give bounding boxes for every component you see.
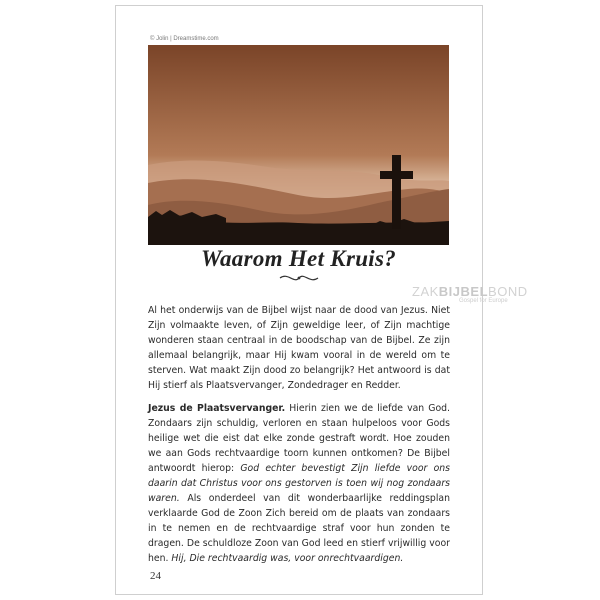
body-text	[148, 304, 450, 575]
zakbijbelbond-watermark	[412, 284, 528, 304]
sunset-cross-photo	[148, 45, 449, 245]
watermark-tagline: Gospel for Europe	[459, 298, 508, 304]
cross-horizontal	[380, 171, 413, 179]
bible-quote: God echter bevestigt Zijn liefde voor ons daarin dat Christus voor ons gestorven is toen wij nog zondaars waren.	[148, 463, 450, 504]
cross-vertical	[392, 155, 401, 229]
paragraph-intro: Al het onderwijs van de Bijbel wijst naar de dood van Jezus. Niet Zijn volmaakte leven, of Zijn geweldige leer, of Zijn machtige wonderen staan centraal in de boodschap van de Bijbel. Ze zijn allemaal belangrijk, maar Hij kwam vooral in de wereld om te sterven. Wat maakt Zijn dood zo belangrijk? Het antwoord is dat Hij stierf als Plaatsvervanger, Zondedrager en Redder.	[148, 305, 450, 391]
paragraph-heading: Jezus de Plaatsvervanger.	[148, 403, 286, 415]
page-number: 24	[150, 570, 161, 582]
watermark-brand: ZAKBIJBELBOND	[412, 284, 528, 299]
bible-quote: Hij, Die rechtvaardig was, voor onrechtvaardigen.	[171, 552, 404, 564]
chapter-title: Waarom Het Kruis?	[200, 246, 397, 271]
photo-credit: © Jolin | Dreamstime.com	[150, 36, 219, 42]
flourish-ornament	[278, 272, 320, 284]
paragraph-substitute: Jezus de Plaatsvervanger. Hierin zien we de liefde van God. Zondaars zijn schuldig, verloren en staan hulpeloos voor Gods heilige wet die eist dat elke zonde gestraft wordt. Hoe zouden we aan Gods rechtvaardige toorn kunnen ontkomen? De Bijbel antwoordt hierop: God echter bevestigt Zijn liefde voor ons daarin dat Christus voor ons gestorven is toen wij nog zondaars waren. Als onderdeel van dit wonderbaarlijke reddingsplan verklaarde God de Zoon Zich bereid om de plaats van zondaars in te nemen en de rechtvaardige straf voor hun zonden te dragen. De schuldloze Zoon van God leed en stierf vrijwillig voor hen. Hij, Die rechtvaardig was, voor onrechtvaardigen.	[148, 403, 450, 564]
